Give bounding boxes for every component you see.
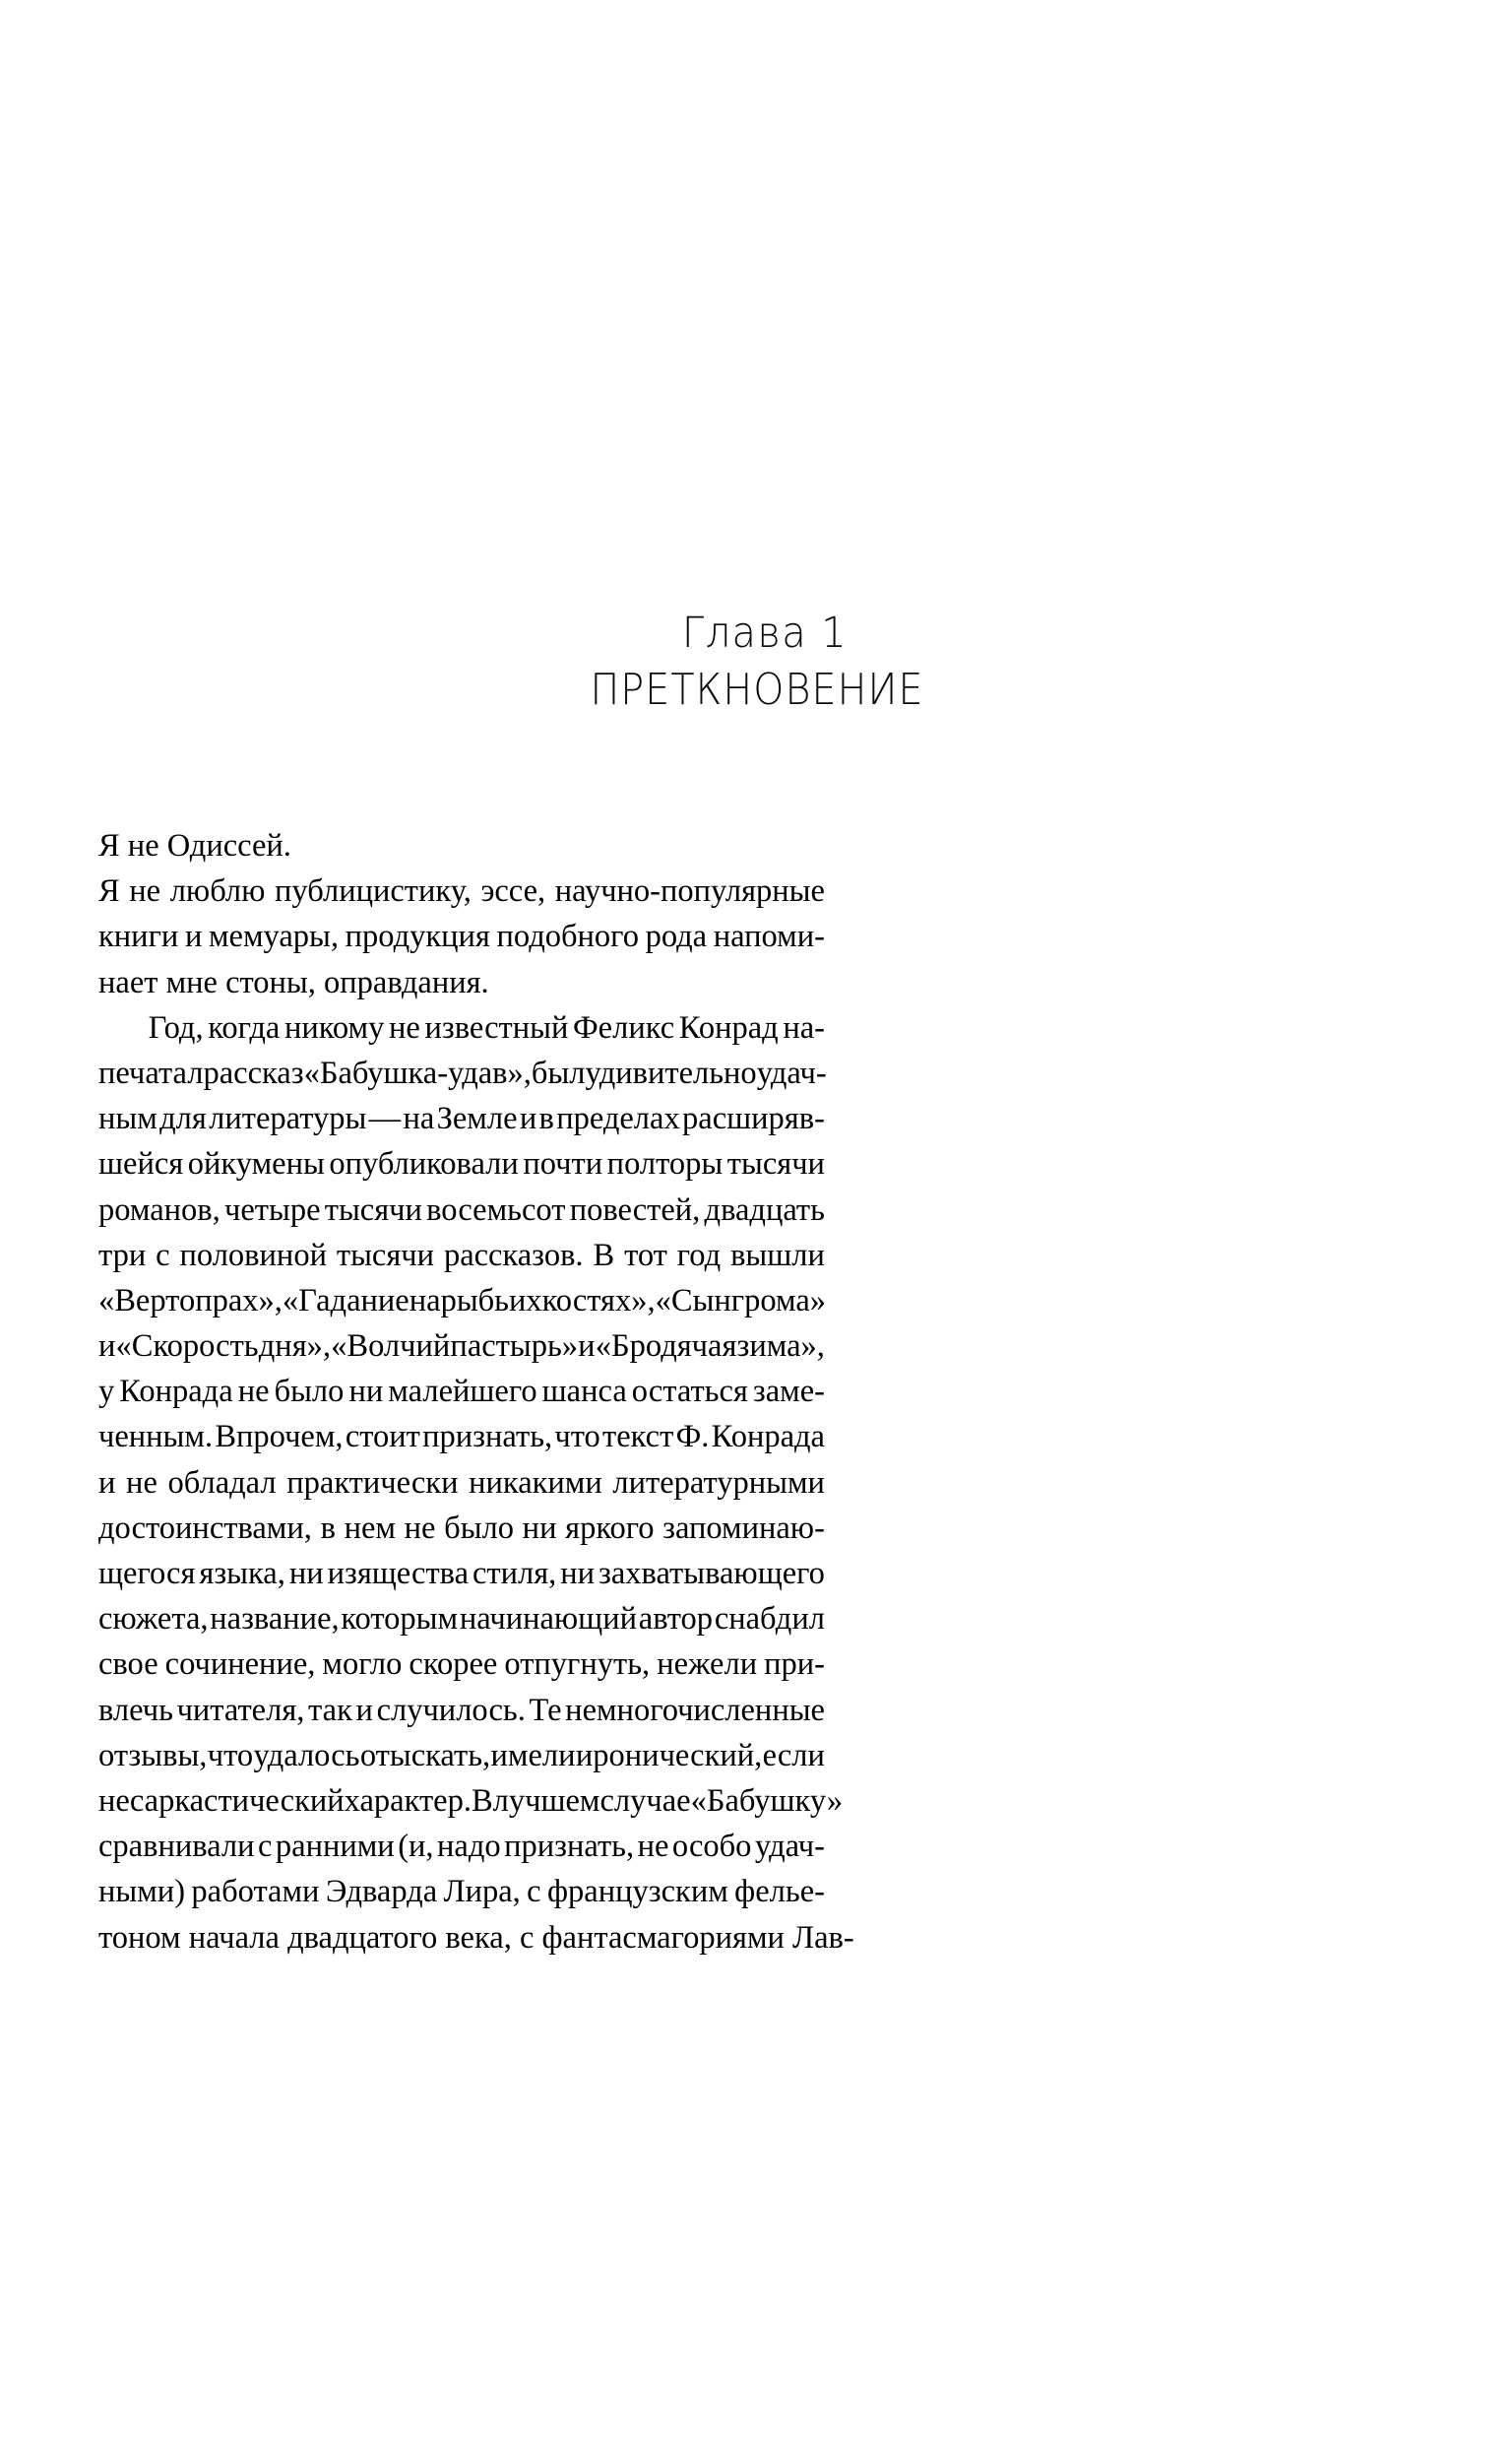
chapter-heading: [158, 611, 1354, 715]
text-line: ченным. Впрочем, стоит признать, что текст Ф. Конрада: [98, 1419, 825, 1455]
text-line: и не обладал практически никакими литературными: [98, 1464, 825, 1501]
chapter-title: ПРЕТКНОВЕНИЕ: [590, 665, 924, 716]
text-line: ным для литературы — на Земле и в пределах расширяв-: [98, 1101, 825, 1137]
text-line: и «Скорость дня», «Волчий пастырь» и «Бродячая зима»,: [98, 1328, 825, 1365]
text-line: сюжета, название, которым начинающий автор снабдил: [98, 1601, 825, 1638]
text-line: Год, когда никому не известный Феликс Конрад на-: [148, 1009, 825, 1046]
text-line: Я не люблю публицистику, эссе, научно-популярные: [98, 873, 825, 910]
text-line: не саркастический характер. В лучшем случае «Бабушку»: [98, 1782, 844, 1819]
text-line: «Вертопрах», «Гадание на рыбьих костях», «Сын грома»: [98, 1282, 827, 1318]
text-line: отзывы, что удалось отыскать, имели иронический, если: [98, 1737, 825, 1773]
text-line: нает мне стоны, оправдания.: [98, 964, 489, 1000]
text-line: щегося языка, ни изящества стиля, ни захватывающего: [98, 1556, 825, 1591]
text-line: сравнивали с ранними (и, надо признать, не особо удач-: [98, 1829, 825, 1865]
body-text: [98, 823, 854, 1961]
text-line: романов, четыре тысячи восемьсот повестей, двадцать: [98, 1191, 825, 1228]
text-line: влечь читателя, так и случилось. Те немногочисленные: [98, 1692, 825, 1728]
text-line: книги и мемуары, продукция подобного рода напоми-: [98, 919, 825, 955]
chapter-number: Глава 1: [681, 609, 849, 658]
text-line: свое сочинение, могло скорее отпугнуть, нежели при-: [98, 1646, 825, 1683]
text-line: три с половиной тысячи рассказов. В тот год вышли: [98, 1237, 825, 1273]
text-line: достоинствами, в нем не было ни яркого запоминаю-: [98, 1510, 825, 1546]
text-line: у Конрада не было ни малейшего шанса остаться заме-: [98, 1374, 825, 1410]
text-line: шейся ойкумены опубликовали почти полторы тысячи: [98, 1146, 825, 1183]
text-line: печатал рассказ «Бабушка-удав», был удивительно удач-: [98, 1055, 827, 1091]
text-line: ными) работами Эдварда Лира, с французским фелье-: [98, 1874, 825, 1910]
text-line: Я не Одиссей.: [98, 828, 291, 864]
text-line: тоном начала двадцатого века, с фантасмагориями Лав-: [98, 1919, 854, 1956]
